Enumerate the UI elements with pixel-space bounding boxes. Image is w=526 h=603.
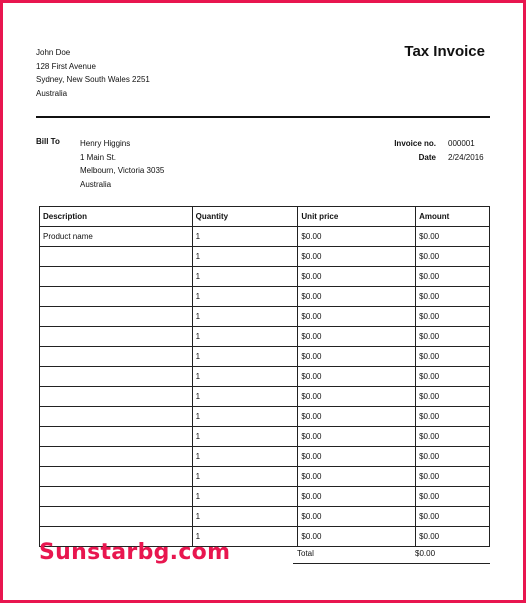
cell-amount: $0.00 (416, 327, 490, 347)
watermark-logo: Sunstarbg.com (39, 540, 231, 565)
cell-quantity: 1 (192, 307, 298, 327)
cell-description (40, 447, 193, 467)
invoice-no-value: 000001 (448, 139, 475, 148)
table-row (40, 387, 490, 407)
table-row (40, 367, 490, 387)
cell-unit-price: $0.00 (298, 487, 416, 507)
table-row (40, 407, 490, 427)
cell-quantity: 1 (192, 247, 298, 267)
cell-unit-price: $0.00 (298, 387, 416, 407)
table-row (40, 427, 490, 447)
table-row (40, 307, 490, 327)
cell-quantity: 1 (192, 447, 298, 467)
bill-to-address (80, 137, 164, 191)
invoice-no-label: Invoice no. (394, 139, 436, 148)
cell-amount: $0.00 (416, 367, 490, 387)
invoice-title: Tax Invoice (404, 43, 485, 60)
cell-amount: $0.00 (416, 527, 490, 547)
cell-unit-price: $0.00 (298, 287, 416, 307)
cell-quantity: 1 (192, 367, 298, 387)
cell-amount: $0.00 (416, 467, 490, 487)
cell-description (40, 407, 193, 427)
cell-amount: $0.00 (416, 427, 490, 447)
line-items-table (39, 206, 490, 547)
cell-description (40, 247, 193, 267)
cell-quantity: 1 (192, 227, 298, 247)
cell-amount: $0.00 (416, 267, 490, 287)
sender-country: Australia (36, 88, 68, 98)
cell-unit-price: $0.00 (298, 227, 416, 247)
cell-unit-price: $0.00 (298, 467, 416, 487)
cell-amount: $0.00 (416, 307, 490, 327)
header-divider (36, 116, 490, 118)
sender-street: 128 First Avenue (36, 61, 96, 71)
cell-unit-price: $0.00 (298, 267, 416, 287)
total-value: $0.00 (415, 549, 436, 558)
cell-unit-price: $0.00 (298, 247, 416, 267)
cell-description (40, 347, 193, 367)
total-row (293, 544, 490, 564)
cell-amount: $0.00 (416, 387, 490, 407)
header-amount: Amount (416, 207, 490, 227)
table-row (40, 327, 490, 347)
cell-unit-price: $0.00 (298, 327, 416, 347)
table-row (40, 487, 490, 507)
cell-quantity: 1 (192, 347, 298, 367)
table-row (40, 227, 490, 247)
table-row (40, 247, 490, 267)
cell-description (40, 267, 193, 287)
bill-to-city: Melbourn, Victoria 3035 (80, 166, 165, 175)
table-row (40, 267, 490, 287)
sender-name: John Doe (36, 48, 71, 57)
cell-description (40, 287, 193, 307)
cell-amount: $0.00 (416, 447, 490, 467)
cell-description (40, 507, 193, 527)
cell-quantity: 1 (192, 507, 298, 527)
cell-unit-price: $0.00 (298, 507, 416, 527)
cell-unit-price: $0.00 (298, 307, 416, 327)
cell-description: Product name (40, 227, 193, 247)
table-row (40, 287, 490, 307)
cell-description (40, 367, 193, 387)
cell-amount: $0.00 (416, 287, 490, 307)
cell-unit-price: $0.00 (298, 347, 416, 367)
cell-amount: $0.00 (416, 227, 490, 247)
table-row (40, 467, 490, 487)
cell-description (40, 327, 193, 347)
cell-unit-price: $0.00 (298, 427, 416, 447)
cell-amount: $0.00 (416, 407, 490, 427)
cell-quantity: 1 (192, 427, 298, 447)
bill-to-name: Henry Higgins (80, 139, 131, 148)
cell-quantity: 1 (192, 287, 298, 307)
table-row (40, 347, 490, 367)
table-row (40, 507, 490, 527)
cell-amount: $0.00 (416, 247, 490, 267)
header-quantity: Quantity (192, 207, 298, 227)
bill-to-country: Australia (80, 179, 112, 189)
table-row (40, 447, 490, 467)
header-unit-price: Unit price (298, 207, 416, 227)
cell-amount: $0.00 (416, 487, 490, 507)
cell-quantity: 1 (192, 467, 298, 487)
cell-description (40, 427, 193, 447)
cell-unit-price: $0.00 (298, 527, 416, 547)
cell-description (40, 307, 193, 327)
cell-quantity: 1 (192, 407, 298, 427)
cell-unit-price: $0.00 (298, 367, 416, 387)
date-value: 2/24/2016 (448, 152, 484, 162)
cell-description (40, 487, 193, 507)
cell-quantity: 1 (192, 487, 298, 507)
table-header-row (40, 207, 490, 227)
invoice-meta (394, 137, 485, 164)
cell-quantity: 1 (192, 527, 298, 547)
cell-quantity: 1 (192, 327, 298, 347)
bill-to-label: Bill To (36, 137, 60, 146)
cell-description (40, 387, 193, 407)
cell-quantity: 1 (192, 387, 298, 407)
totals-section (293, 544, 490, 564)
bill-to-street: 1 Main St. (80, 152, 117, 162)
sender-address (36, 46, 150, 100)
cell-unit-price: $0.00 (298, 407, 416, 427)
cell-description (40, 467, 193, 487)
cell-amount: $0.00 (416, 347, 490, 367)
cell-amount: $0.00 (416, 507, 490, 527)
total-label: Total (297, 549, 314, 558)
header-description: Description (40, 207, 193, 227)
sender-city: Sydney, New South Wales 2251 (36, 75, 150, 84)
cell-unit-price: $0.00 (298, 447, 416, 467)
date-label: Date (418, 152, 436, 162)
cell-quantity: 1 (192, 267, 298, 287)
